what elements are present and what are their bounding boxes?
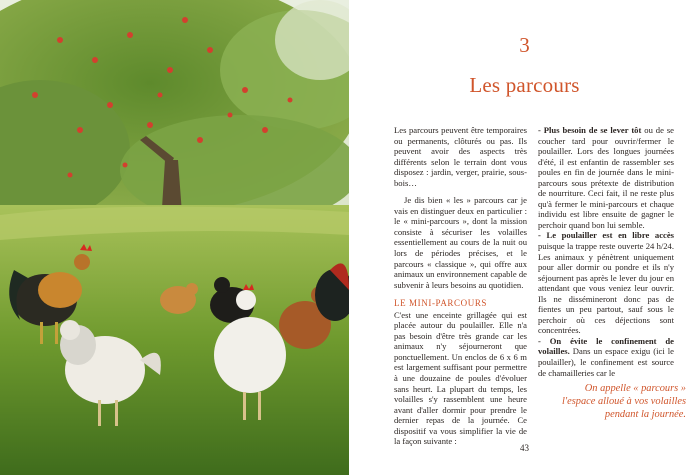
bullet-libre-acces-text: puisque la trappe reste ouverte 24 h/24. Les animaux y pénètrent uniquement pour aller dormir ou pondre et ils n'y séjournent pas après le lever du jour en attendant que vous veniez leur ouvrir. Ils ne dissémineront donc pas de fientes un peu partout, sauf sous le perchoir où ces déjections sont concentrées. — [538, 241, 674, 336]
bullet-lever-tot-bold: - Plus besoin de se lever tôt — [538, 125, 642, 135]
pull-quote-line-2: l'espace alloué à vos volailles — [562, 395, 686, 407]
right-text-column — [538, 125, 674, 378]
bullet-lever-tot-text: ou de se coucher tard pour ouvrir/fermer le poulailler. Lors des longues journées d'été, il est enfantin de rassembler ses poules en fin de journée dans le mini-parcours sous prétexte de distribution de nourriture. Ceci fait, il ne reste plus qu'à fermer le mini-parcours et chaque individu est libre ensuite de gagner le perchoir quand bon lui semble. — [538, 125, 674, 230]
bullet-libre-acces-bold: - Le poulailler est en libre accès — [538, 230, 674, 241]
chapter-title: Les parcours — [469, 73, 580, 97]
paragraph-distinction: Je dis bien « les » parcours car je vais en distinguer deux en particulier : le « mini-parcours », dont la mission consiste à sécuriser les volailles essentiellement au cours de la nuit ou lors de périodes précises, et le parcours « classique », qui offre aux animaux un environnement capable de subvenir à leurs besoins au quotidien. — [394, 195, 527, 290]
subheading-mini-parcours: LE MINI-PARCOURS — [394, 298, 488, 309]
pull-quote-line-1: On appelle « parcours » — [584, 383, 686, 394]
paragraph-intro: Les parcours peuvent être temporaires ou permanents, clôturés ou pas. Ils peuvent avoir des aspects très différents selon le terrain dont vous disposez : jardin, verger, prairie, sous-bois… — [394, 125, 527, 188]
bullet-confinement-bold: - On évite le confinement de volailles. — [538, 335, 674, 357]
pull-quote-line-3: pendant la journée. — [604, 408, 686, 420]
chickens-orchard-photo — [0, 0, 349, 475]
chapter-number: 3 — [519, 33, 530, 57]
left-text-column — [394, 125, 527, 447]
text-page — [349, 0, 700, 475]
bullet-confinement — [538, 336, 674, 378]
pull-quote — [538, 383, 686, 421]
page-number: 43 — [520, 443, 529, 453]
paragraph-mini-parcours: C'est une enceinte grillagée qui est placée autour du poulailler. Elle n'a pas besoin d'être très grande car les animaux n'y séjourneront que ponctuellement. Un enclos de 6 x 6 m est largement suffisant pour permettre à une douzaine de poules d'évoluer sans heurt. La plupart du temps, les volailles s'y rassemblent une heure avant d'aller dormir pour prendre le dernier repas de la journée. Ce dispositif va vous simplifier la vie de la façon suivante : — [394, 309, 527, 447]
bullet-libre-acces — [538, 230, 674, 335]
bullet-lever-tot — [538, 125, 674, 230]
bullet-confinement-text: Dans un espace exigu (ici le poulailler), le confinement est source de chamailleries car le — [538, 346, 674, 378]
